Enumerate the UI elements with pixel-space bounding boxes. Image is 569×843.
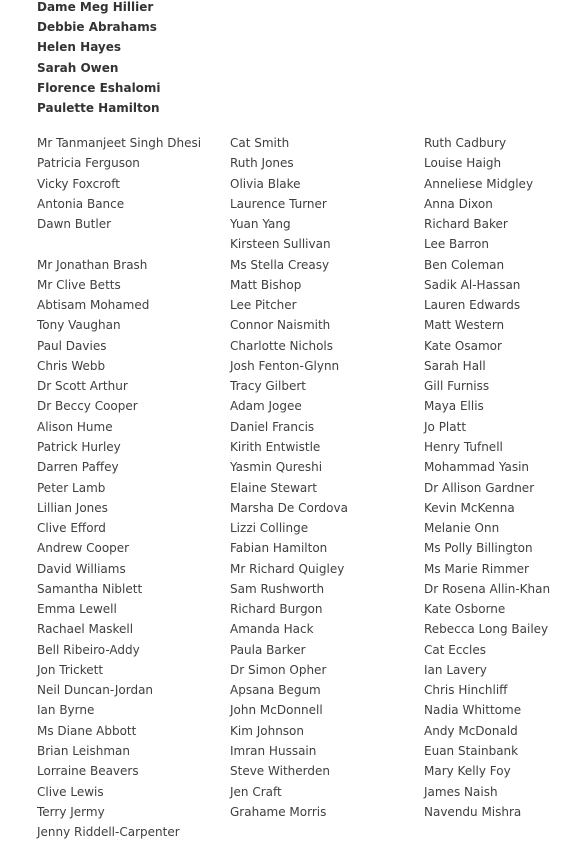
- signatory-name: Elaine Stewart: [230, 480, 317, 495]
- signatory-name: Ruth Cadbury: [424, 136, 507, 150]
- signatory-name: Sadik Al-Hassan: [424, 277, 521, 292]
- signatory-name: Darren Paffey: [37, 460, 119, 475]
- lead-signatory-name: Sarah Owen: [37, 60, 119, 75]
- signatory-name: Clive Efford: [37, 521, 106, 536]
- signatory-name: Yasmin Qureshi: [230, 460, 323, 475]
- signatory-name: Ian Lavery: [424, 662, 487, 677]
- signatory-name: Ms Stella Creasy: [230, 257, 330, 272]
- signatory-name: Mohammad Yasin: [424, 460, 530, 475]
- signatory-name: Maya Ellis: [424, 399, 484, 414]
- signatory-name: Rebecca Long Bailey: [424, 622, 549, 637]
- signatory-name: Ms Polly Billington: [424, 541, 533, 556]
- lead-signatory-name: Dame Meg Hillier: [37, 0, 154, 14]
- signatory-name: Cat Smith: [230, 136, 290, 150]
- signatory-name: Lillian Jones: [37, 500, 108, 515]
- signatory-name: Jon Trickett: [37, 662, 104, 677]
- signatory-name: Ian Byrne: [37, 703, 95, 718]
- signatory-name: Matt Bishop: [230, 277, 302, 292]
- signatory-name: Louise Haigh: [424, 156, 502, 171]
- signatory-name: Alison Hume: [37, 419, 113, 434]
- signatory-name: Anna Dixon: [424, 196, 493, 211]
- signatory-name: Amanda Hack: [230, 622, 314, 637]
- signatory-name: Adam Jogee: [230, 399, 302, 414]
- signatory-name: Apsana Begum: [230, 683, 321, 698]
- signatory-name: Andrew Cooper: [37, 541, 130, 556]
- lead-signatory-name: Paulette Hamilton: [37, 101, 160, 116]
- signatory-name: Samantha Niblett: [37, 581, 143, 596]
- signatory-name: Bell Ribeiro-Addy: [37, 642, 140, 657]
- signatory-name: Vicky Foxcroft: [37, 176, 120, 191]
- signatory-name: Richard Baker: [424, 217, 508, 232]
- list-spacer: [37, 234, 201, 254]
- signatory-name: Dr Allison Gardner: [424, 480, 535, 495]
- signatory-name: Kevin McKenna: [424, 500, 515, 515]
- signatory-name: Mr Tanmanjeet Singh Dhesi: [37, 136, 202, 150]
- signatory-name: Andy McDonald: [424, 723, 518, 738]
- signatory-name: Brian Leishman: [37, 743, 130, 758]
- signatory-name: Mr Clive Betts: [37, 277, 121, 292]
- signatory-name: Fabian Hamilton: [230, 541, 328, 556]
- signatory-name: Neil Duncan-Jordan: [37, 683, 154, 698]
- signatory-name: Josh Fenton-Glynn: [230, 358, 340, 373]
- signatory-name: Melanie Onn: [424, 521, 500, 536]
- signatory-name: Antonia Bance: [37, 196, 125, 211]
- signatory-name: Ruth Jones: [230, 156, 294, 171]
- signatory-name: John McDonnell: [230, 703, 323, 718]
- signatory-name: Lorraine Beavers: [37, 764, 139, 779]
- signatory-name: Lee Barron: [424, 237, 489, 252]
- signatory-name: Clive Lewis: [37, 784, 104, 799]
- signatory-name: Henry Tufnell: [424, 439, 503, 454]
- lead-signatory-name: Debbie Abrahams: [37, 20, 157, 35]
- signatory-name: Connor Naismith: [230, 318, 331, 333]
- lead-signatories-list: [37, 0, 161, 118]
- signatory-name: Chris Webb: [37, 358, 106, 373]
- signatory-name: Dawn Butler: [37, 217, 112, 232]
- signatory-name: Kate Osamor: [424, 338, 502, 353]
- lead-signatory-name: Helen Hayes: [37, 40, 122, 55]
- signatory-name: Jo Platt: [424, 419, 467, 434]
- signatories-column-2: [230, 133, 348, 822]
- signatory-name: Sarah Hall: [424, 358, 486, 373]
- signatory-name: Euan Stainbank: [424, 743, 519, 758]
- signatories-column-3: [424, 133, 550, 822]
- signatory-name: Laurence Turner: [230, 196, 327, 211]
- signatory-name: Patricia Ferguson: [37, 156, 140, 171]
- signatory-name: Mary Kelly Foy: [424, 764, 511, 779]
- signatory-name: Nadia Whittome: [424, 703, 522, 718]
- signatory-name: Mr Richard Quigley: [230, 561, 345, 576]
- signatory-name: Chris Hinchliff: [424, 683, 508, 698]
- signatory-name: Daniel Francis: [230, 419, 315, 434]
- signatory-name: David Williams: [37, 561, 126, 576]
- signatory-name: Navendu Mishra: [424, 804, 522, 819]
- signatory-name: Jenny Riddell-Carpenter: [37, 825, 180, 840]
- signatory-name: Grahame Morris: [230, 804, 327, 819]
- signatory-name: Abtisam Mohamed: [37, 298, 150, 313]
- signatory-name: Dr Beccy Cooper: [37, 399, 138, 414]
- signatory-name: Tony Vaughan: [37, 318, 121, 333]
- signatory-name: Richard Burgon: [230, 602, 323, 617]
- signatory-name: Dr Rosena Allin-Khan: [424, 581, 551, 596]
- signatory-name: Sam Rushworth: [230, 581, 325, 596]
- signatory-name: Yuan Yang: [230, 217, 291, 232]
- signatory-name: Ms Diane Abbott: [37, 723, 137, 738]
- signatory-name: Kate Osborne: [424, 602, 506, 617]
- signatory-name: Mr Jonathan Brash: [37, 257, 148, 272]
- signatory-name: Cat Eccles: [424, 642, 486, 657]
- signatory-name: Peter Lamb: [37, 480, 106, 495]
- signatory-name: Jen Craft: [230, 784, 282, 799]
- signatory-name: Emma Lewell: [37, 602, 117, 617]
- signatory-name: Paula Barker: [230, 642, 306, 657]
- signatory-name: Patrick Hurley: [37, 439, 121, 454]
- signatory-name: Lee Pitcher: [230, 298, 297, 313]
- signatory-name: Paul Davies: [37, 338, 107, 353]
- signatories-column-1: [37, 133, 201, 842]
- signatory-name: Tracy Gilbert: [230, 379, 306, 394]
- signatory-name: Marsha De Cordova: [230, 500, 348, 515]
- signatory-name: Gill Furniss: [424, 379, 490, 394]
- signatory-name: Kirsteen Sullivan: [230, 237, 331, 252]
- signatory-name: Steve Witherden: [230, 764, 330, 779]
- signatory-name: Terry Jermy: [37, 804, 105, 819]
- signatory-name: Anneliese Midgley: [424, 176, 534, 191]
- signatory-name: Ben Coleman: [424, 257, 505, 272]
- signatory-name: Dr Scott Arthur: [37, 379, 128, 394]
- signatory-name: Kirith Entwistle: [230, 439, 321, 454]
- signatory-name: Ms Marie Rimmer: [424, 561, 529, 576]
- signatory-name: Matt Western: [424, 318, 505, 333]
- signatory-name: Lauren Edwards: [424, 298, 521, 313]
- signatory-name: Kim Johnson: [230, 723, 304, 738]
- signatory-name: Rachael Maskell: [37, 622, 134, 637]
- lead-signatory-name: Florence Eshalomi: [37, 80, 161, 95]
- signatory-name: Charlotte Nichols: [230, 338, 333, 353]
- signatory-name: Dr Simon Opher: [230, 662, 327, 677]
- signatory-name: Lizzi Collinge: [230, 521, 309, 536]
- signatory-name: Olivia Blake: [230, 176, 301, 191]
- signatory-name: Imran Hussain: [230, 743, 317, 758]
- signatory-name: James Naish: [424, 784, 498, 799]
